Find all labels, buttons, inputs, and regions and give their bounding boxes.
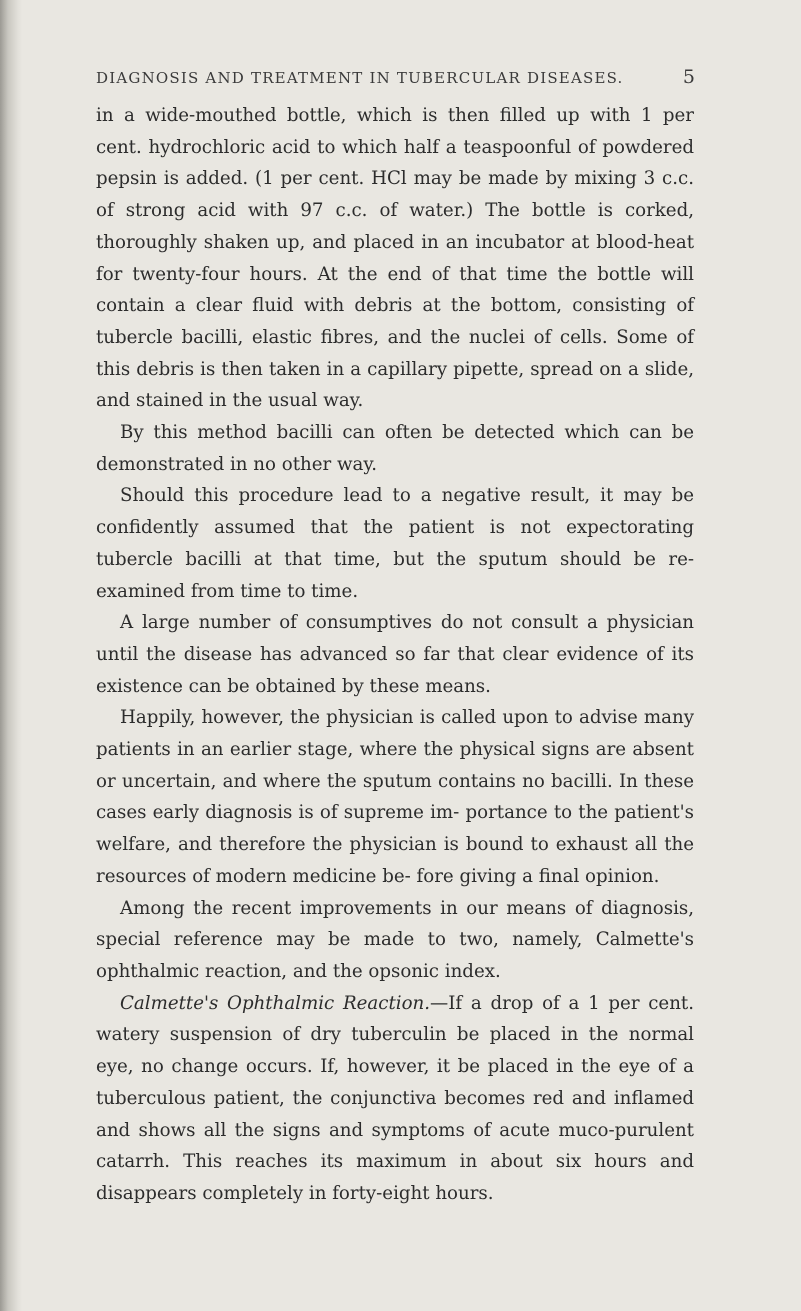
paragraph: Should this procedure lead to a negative result, it may be confidently assumed that the patient is not expectorating tubercle bacilli at that time, but the sputum should be re-examined from time to time. (96, 485, 694, 602)
running-title: DIAGNOSIS AND TREATMENT IN TUBERCULAR DISEASES. (96, 69, 624, 87)
section-run-in-heading: Calmette's Ophthalmic Reaction. (120, 992, 431, 1014)
page-number: 5 (682, 66, 696, 88)
paragraph-text: —If a drop of a 1 per cent. watery suspension of dry tuberculin be placed in the normal eye, no change occurs. If, however, it be placed in the eye of a tuberculous patient, the conjunctiva becomes red and inflamed and shows all the signs and symptoms of acute muco-purulent catarrh. This reaches its maximum in about six hours and disappears completely in forty-eight hours. (96, 992, 694, 1204)
paragraph: By this method bacilli can often be detected which can be demonstrated in no other way. (96, 422, 694, 475)
running-head (96, 66, 696, 88)
paragraph: Happily, however, the physician is called upon to advise many patients in an earlier stage, where the physical signs are absent or uncertain, and where the sputum contains no bacilli. In these cases early diagnosis is of supreme im- portance to the patient's welfare, and therefore the physician is bound to exhaust all the resources of modern medicine be- fore giving a final opinion. (96, 707, 694, 887)
paragraph-continuation: in a wide-mouthed bottle, which is then filled up with 1 per cent. hydrochloric acid to which half a teaspoonful of powdered pepsin is added. (1 per cent. HCl may be made by mixing 3 c.c. of strong acid with 97 c.c. of water.) The bottle is corked, thoroughly shaken up, and placed in an incubator at blood-heat for twenty-four hours. At the end of that time the bottle will contain a clear fluid with debris at the bottom, consisting of tubercle bacilli, elastic fibres, and the nuclei of cells. Some of this debris is then taken in a capillary pipette, spread on a slide, and stained in the usual way. (96, 105, 694, 412)
paragraph-calmette (96, 988, 694, 1210)
paragraph: A large number of consumptives do not consult a physician until the disease has advanced so far that clear evidence of its existence can be obtained by these means. (96, 612, 694, 697)
body-text (96, 100, 694, 1210)
paragraph: Among the recent improvements in our means of diagnosis, special reference may be made to two, namely, Calmette's ophthalmic reaction, and the opsonic index. (96, 897, 694, 982)
page-binding-edge (0, 0, 22, 1311)
